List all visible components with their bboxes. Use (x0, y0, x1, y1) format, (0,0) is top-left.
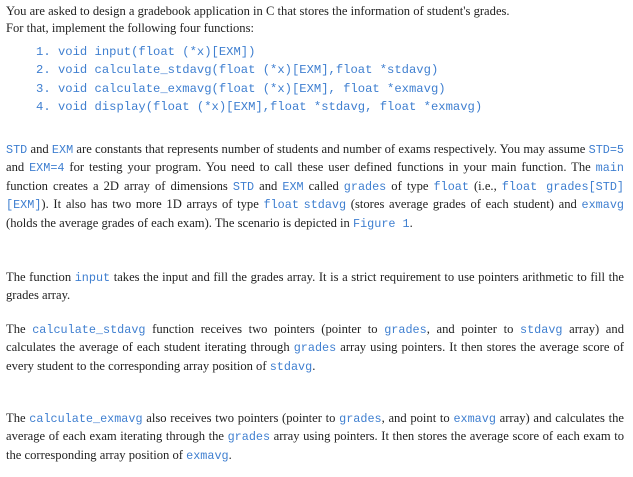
text: array) and calculates the average of each student iterating through (6, 322, 624, 355)
input-paragraph (6, 269, 624, 305)
text: called (303, 178, 344, 193)
code-main: main (595, 161, 624, 176)
text: ). It also has two more 1D arrays of type (41, 197, 264, 212)
intro-line-1: You are asked to design a gradebook application in C that stores the information of student's grades. (6, 4, 510, 18)
text: array using pointers. It then stores the average score of each exam to the corresponding array position of (6, 429, 624, 462)
calculate-exmavg-paragraph (6, 410, 624, 465)
text: of type (386, 178, 434, 193)
constants-paragraph (6, 141, 624, 233)
code-grades: grades (227, 430, 271, 445)
function-item-calculate-exmavg: 3. void calculate_exmavg(float (*x)[EXM], float *exmavg) (36, 81, 446, 96)
code-stdavg: stdavg (303, 198, 347, 213)
code-grades: grades (384, 323, 427, 337)
text: and (27, 142, 52, 156)
code-std-5: STD=5 (588, 143, 625, 157)
intro-line-2: For that, implement the following four functions: (6, 21, 254, 36)
code-calculate-stdavg: calculate_stdavg (32, 323, 146, 337)
code-float: float (433, 179, 469, 194)
text: and (6, 160, 30, 175)
code-exm: EXM (282, 179, 304, 194)
text: (holds the average grades of each exam). The scenario is depicted in (6, 215, 353, 230)
code-calculate-exmavg: calculate_exmavg (29, 412, 143, 426)
text: takes the input and fill the grades array. It is a strict requirement to use pointers arithmetic to fill the grades array. (6, 270, 624, 303)
code-grades-declaration: float grades[STD][EXM] (6, 179, 624, 213)
code-exm: EXM (51, 143, 74, 157)
code-grades: grades (293, 341, 337, 356)
code-std: STD (6, 143, 28, 157)
text: array) and calculates the average of each exam iterating through the (6, 411, 624, 444)
intro-paragraph (6, 3, 624, 38)
text: . (228, 447, 232, 462)
code-exm-4: EXM=4 (29, 161, 65, 176)
code-std: STD (232, 179, 255, 194)
text: The function (6, 270, 75, 284)
text: , and point to (381, 411, 454, 425)
calculate-stdavg-paragraph (6, 321, 624, 376)
code-input: input (74, 271, 111, 285)
text: (i.e., (468, 178, 502, 193)
function-list (36, 43, 482, 116)
text: also receives two pointers (pointer to (142, 411, 340, 425)
code-grades: grades (343, 179, 387, 194)
text: are constants that represents number of students and number of exams respectively. You may assume (73, 142, 589, 156)
text: The (6, 411, 30, 425)
text: function creates a 2D array of dimensions (6, 178, 233, 193)
code-float: float (263, 198, 299, 213)
function-item-display: 4. void display(float (*x)[EXM],float *stdavg, float *exmavg) (36, 99, 483, 114)
function-item-calculate-stdavg: 2. void calculate_stdavg(float (*x)[EXM],float *stdavg) (36, 63, 439, 78)
code-grades: grades (339, 412, 382, 426)
function-item-input: 1. void input(float (*x)[EXM]) (36, 45, 256, 59)
text: array using pointers. It then stores the average score of every student to the corresponding array position of (6, 340, 624, 373)
text: , and pointer to (426, 322, 521, 336)
text: function receives two pointers (pointer to (145, 322, 385, 336)
text: The (6, 322, 33, 336)
code-stdavg: stdavg (269, 359, 313, 374)
text: . (409, 215, 413, 230)
text: for testing your program. You need to call these user defined functions in your main function. The (64, 160, 596, 175)
figure-reference: Figure 1 (353, 216, 410, 231)
text: and (254, 178, 283, 193)
code-exmavg: exmavg (453, 412, 496, 426)
code-stdavg: stdavg (520, 323, 563, 337)
text: (stores average grades of each student) and (346, 197, 582, 212)
code-exmavg: exmavg (581, 198, 624, 213)
code-exmavg: exmavg (186, 448, 229, 463)
text: . (312, 358, 316, 373)
